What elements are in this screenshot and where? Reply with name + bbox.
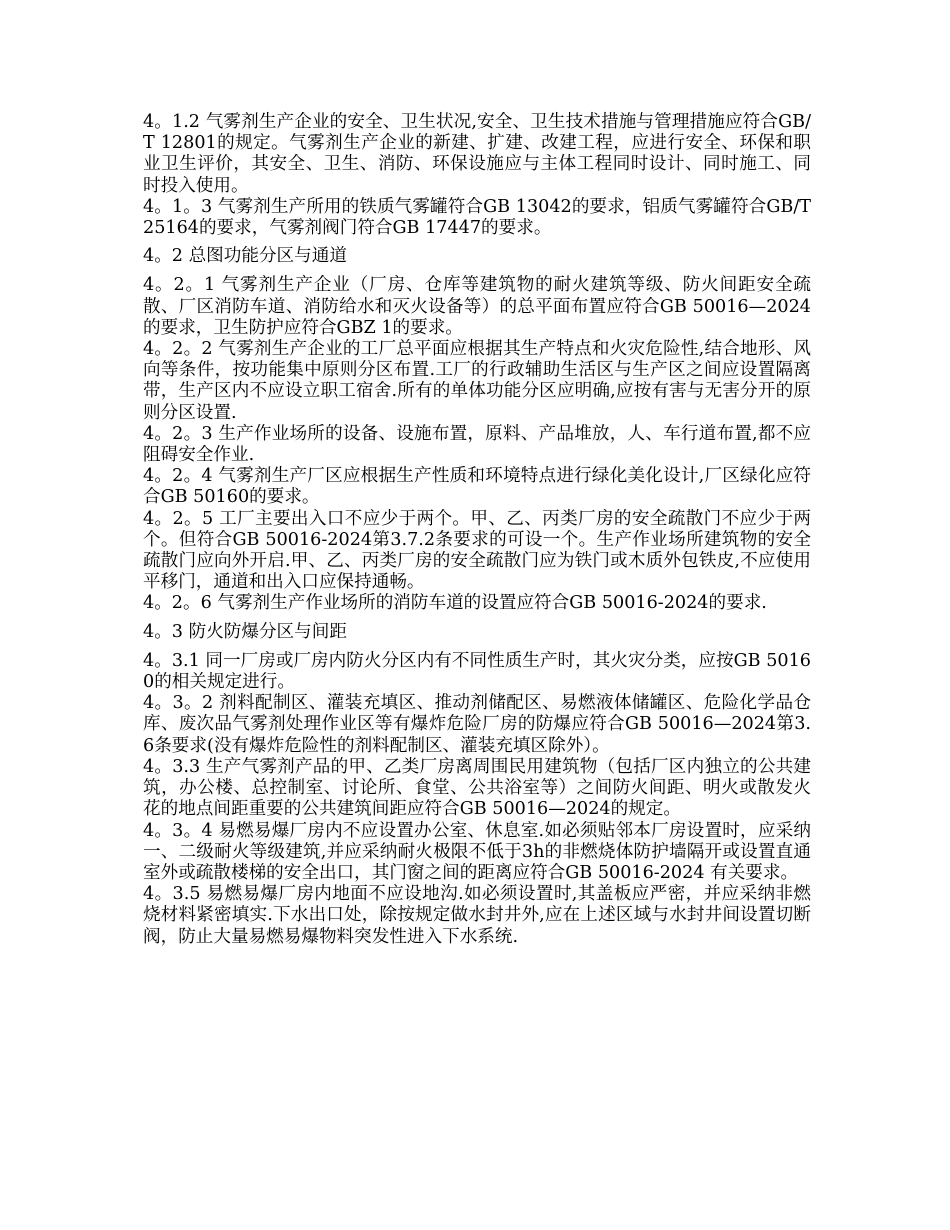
paragraph-4-1-2: 4。1.2 气雾剂生产企业的安全、卫生状况,安全、卫生技术措施与管理措施应符合GB/T 12801的规定。气雾剂生产企业的新建、扩建、改建工程，应进行安全、环保和职业卫生评价，其安全、卫生、消防、环保设施应与主体工程同时设计、同时施工、同时投入使用。 (143, 112, 811, 196)
paragraph-4-3-1: 4。3.1 同一厂房或厂房内防火分区内有不同性质生产时，其火灾分类，应按GB 50160的相关规定进行。 (143, 650, 811, 693)
paragraph-4-2-1: 4。2。1 气雾剂生产企业（厂房、仓库等建筑物的耐火建筑等级、防火间距安全疏散、厂区消防车道、消防给水和灭火设备等）的总平面布置应符合GB 50016—2024的要求，卫生防护应符合GBZ 1的要求。 (143, 275, 811, 338)
paragraph-4-2-4: 4。2。4 气雾剂生产厂区应根据生产性质和环境特点进行绿化美化设计,厂区绿化应符合GB 50160的要求。 (143, 466, 811, 508)
section-heading-4-3: 4。3 防火防爆分区与间距 (143, 621, 347, 642)
document-body (143, 112, 811, 948)
paragraph-4-3-5: 4。3.5 易燃易爆厂房内地面不应设地沟.如必须设置时,其盖板应严密，并应采纳非燃烧材料紧密填实.下水出口处，除按规定做水封井外,应在上述区域与水封井间设置切断阀，防止大量易燃易爆物料突发性进入下水系统. (143, 884, 811, 947)
paragraph-4-2-3: 4。2。3 生产作业场所的设备、设施布置，原料、产品堆放，人、车行道布置,都不应阻碍安全作业. (143, 423, 811, 466)
paragraph-4-3-2: 4。3。2 剂料配制区、灌装充填区、推动剂储配区、易燃液体储罐区、危险化学品仓库、废次品气雾剂处理作业区等有爆炸危险厂房的防爆应符合GB 50016—2024第3.6条要求(没有爆炸危险性的剂料配制区、灌装充填区除外）。 (143, 693, 811, 756)
paragraph-4-3-4: 4。3。4 易燃易爆厂房内不应设置办公室、休息室.如必须贴邻本厂房设置时，应采纳一、二级耐火等级建筑,并应采纳耐火极限不低于3h的非燃烧体防护墙隔开或设置直通室外或疏散楼梯的安全出口，其门窗之间的距离应符合GB 50016-2024 有关要求。 (143, 820, 811, 883)
paragraph-4-1-3: 4。1。3 气雾剂生产所用的铁质气雾罐符合GB 13042的要求，铝质气雾罐符合GB/T 25164的要求，气雾剂阀门符合GB 17447的要求。 (143, 196, 811, 239)
paragraph-4-2-2: 4。2。2 气雾剂生产企业的工厂总平面应根据其生产特点和火灾危险性,结合地形、风向等条件，按功能集中原则分区布置.工厂的行政辅助生活区与生产区之间应设置隔离带，生产区内不应设立职工宿舍.所有的单体功能分区应明确,应按有害与无害分开的原则分区设置. (143, 339, 811, 423)
paragraph-4-3-3: 4。3.3 生产气雾剂产品的甲、乙类厂房离周围民用建筑物（包括厂区内独立的公共建筑，办公楼、总控制室、讨论所、食堂、公共浴室等）之间防火间距、明火或散发火花的地点间距重要的公共建筑间距应符合GB 50016—2024的规定。 (143, 756, 811, 820)
section-heading-4-2: 4。2 总图功能分区与通道 (143, 246, 347, 267)
paragraph-4-2-6: 4。2。6 气雾剂生产作业场所的消防车道的设置应符合GB 50016-2024的要求. (143, 593, 767, 614)
paragraph-4-2-5: 4。2。5 工厂主要出入口不应少于两个。甲、乙、丙类厂房的安全疏散门不应少于两个。但符合GB 50016-2024第3.7.2条要求的可设一个。生产作业场所建筑物的安全疏散门应向外开启.甲、乙、丙类厂房的安全疏散门应为铁门或木质外包铁皮,不应使用平移门，通道和出入口应保持通畅。 (143, 508, 811, 593)
